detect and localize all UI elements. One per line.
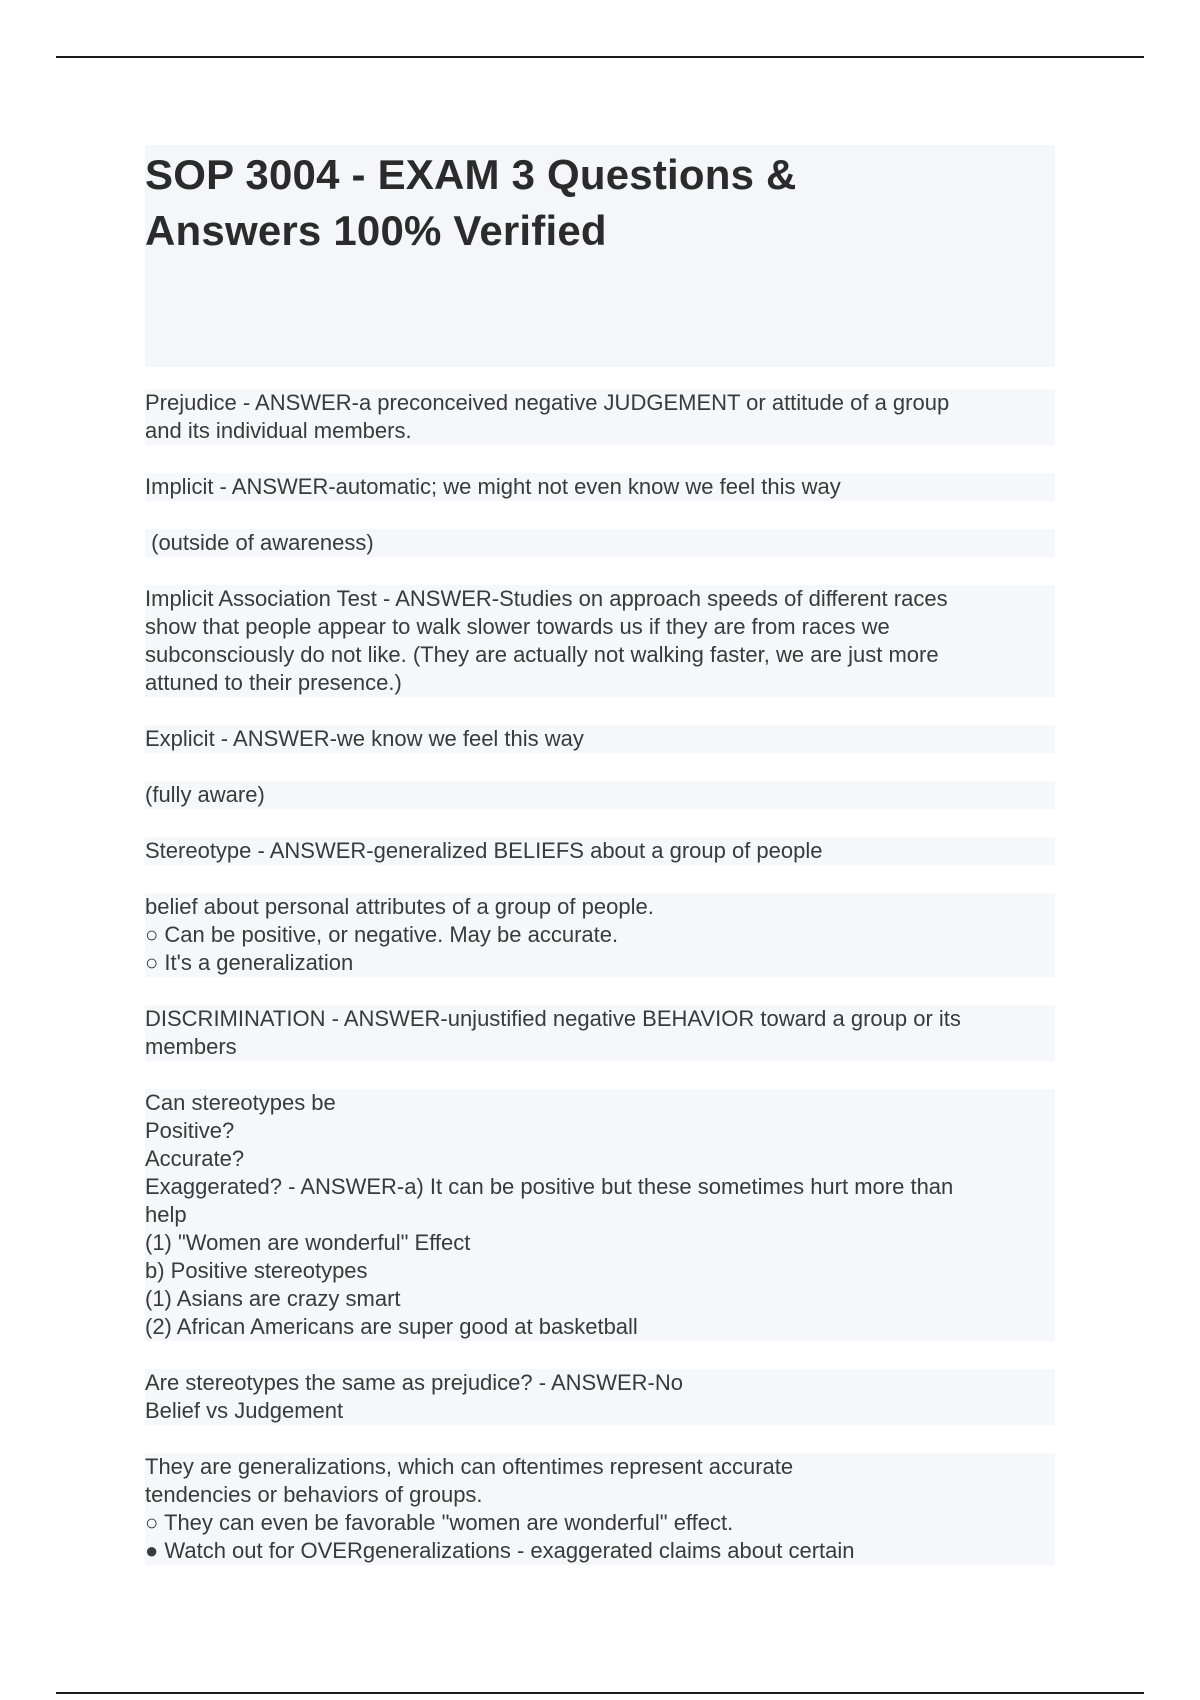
- paragraph-line: belief about personal attributes of a group of people.: [145, 893, 1055, 921]
- qa-paragraph: [145, 725, 1055, 753]
- paragraph-line: show that people appear to walk slower towards us if they are from races we: [145, 613, 1055, 641]
- paragraph-line: members: [145, 1033, 1055, 1061]
- paragraph-line: Are stereotypes the same as prejudice? - ANSWER-No: [145, 1369, 1055, 1397]
- paragraph-line: b) Positive stereotypes: [145, 1257, 1055, 1285]
- paragraph-line: help: [145, 1201, 1055, 1229]
- paragraph-line: Explicit - ANSWER-we know we feel this way: [145, 725, 1055, 753]
- document-title: [145, 145, 1055, 259]
- paragraph-line: subconsciously do not like. (They are actually not walking faster, we are just more: [145, 641, 1055, 669]
- qa-paragraph: [145, 1089, 1055, 1341]
- document-body: [145, 145, 1055, 1593]
- paragraph-line: Can stereotypes be: [145, 1089, 1055, 1117]
- paragraph-line: (fully aware): [145, 781, 1055, 809]
- paragraph-line: DISCRIMINATION - ANSWER-unjustified negative BEHAVIOR toward a group or its: [145, 1005, 1055, 1033]
- paragraph-line: Positive?: [145, 1117, 1055, 1145]
- top-rule: [56, 56, 1144, 58]
- title-block: [145, 145, 1055, 367]
- qa-paragraph: [145, 837, 1055, 865]
- title-line-1: SOP 3004 - EXAM 3 Questions &: [145, 151, 797, 198]
- paragraph-line: (1) Asians are crazy smart: [145, 1285, 1055, 1313]
- paragraph-line: Exaggerated? - ANSWER-a) It can be positive but these sometimes hurt more than: [145, 1173, 1055, 1201]
- qa-paragraph: [145, 1005, 1055, 1061]
- qa-paragraph: [145, 893, 1055, 977]
- paragraph-line: Accurate?: [145, 1145, 1055, 1173]
- paragraph-line: They are generalizations, which can oftentimes represent accurate: [145, 1453, 1055, 1481]
- paragraph-line: (2) African Americans are super good at basketball: [145, 1313, 1055, 1341]
- paragraph-line: ○ It's a generalization: [145, 949, 1055, 977]
- qa-paragraph: [145, 1453, 1055, 1565]
- qa-paragraph: [145, 781, 1055, 809]
- qa-paragraph: [145, 473, 1055, 501]
- paragraph-line: and its individual members.: [145, 417, 1055, 445]
- bottom-rule: [56, 1692, 1144, 1694]
- paragraph-line: (outside of awareness): [145, 529, 1055, 557]
- paragraph-line: ○ They can even be favorable "women are wonderful" effect.: [145, 1509, 1055, 1537]
- paragraph-line: Prejudice - ANSWER-a preconceived negative JUDGEMENT or attitude of a group: [145, 389, 1055, 417]
- paragraph-line: ○ Can be positive, or negative. May be accurate.: [145, 921, 1055, 949]
- qa-entries: [145, 389, 1055, 1565]
- paragraph-line: Implicit - ANSWER-automatic; we might not even know we feel this way: [145, 473, 1055, 501]
- qa-paragraph: [145, 1369, 1055, 1425]
- qa-paragraph: [145, 585, 1055, 697]
- paragraph-line: ● Watch out for OVERgeneralizations - exaggerated claims about certain: [145, 1537, 1055, 1565]
- paragraph-line: tendencies or behaviors of groups.: [145, 1481, 1055, 1509]
- paragraph-line: (1) "Women are wonderful" Effect: [145, 1229, 1055, 1257]
- qa-paragraph: [145, 389, 1055, 445]
- paragraph-line: Implicit Association Test - ANSWER-Studies on approach speeds of different races: [145, 585, 1055, 613]
- title-line-2: Answers 100% Verified: [145, 207, 607, 254]
- paragraph-line: Stereotype - ANSWER-generalized BELIEFS about a group of people: [145, 837, 1055, 865]
- paragraph-line: Belief vs Judgement: [145, 1397, 1055, 1425]
- paragraph-line: attuned to their presence.): [145, 669, 1055, 697]
- qa-paragraph: [145, 529, 1055, 557]
